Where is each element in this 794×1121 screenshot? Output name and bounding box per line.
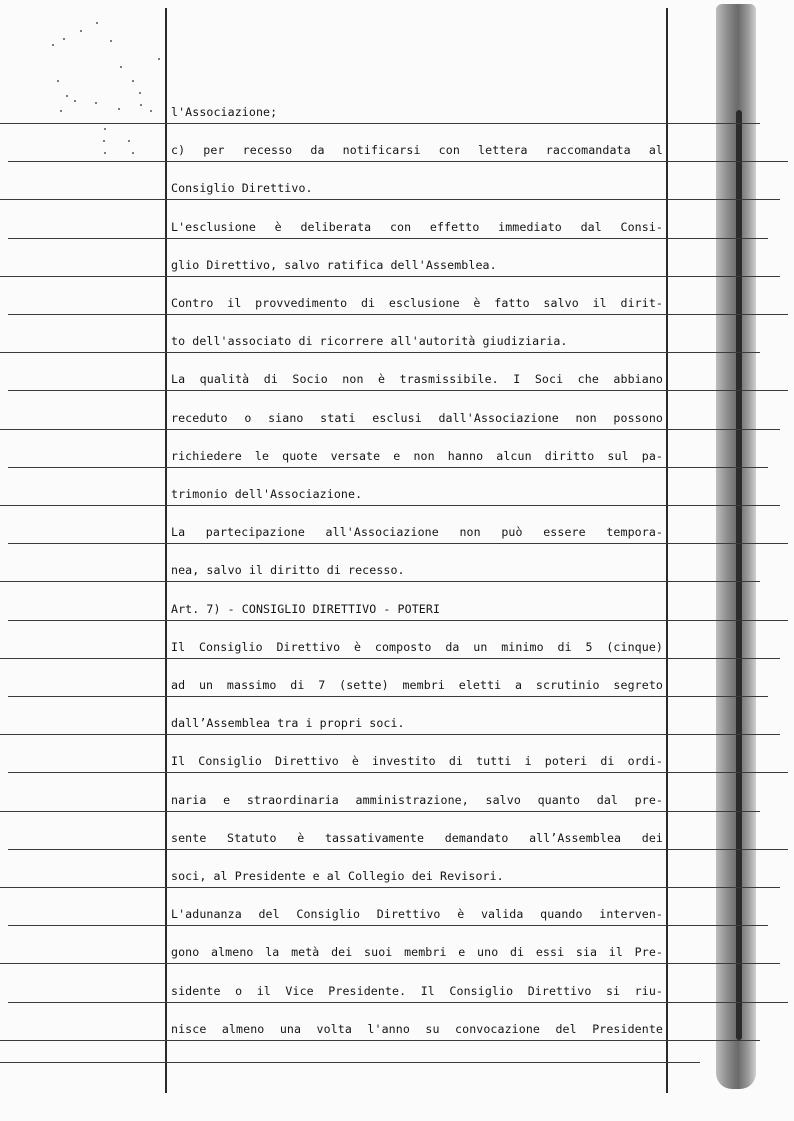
text-line: dall’Assemblea tra i propri soci. (171, 716, 405, 731)
scan-speck (104, 152, 106, 154)
scan-speck (132, 152, 134, 154)
ruled-line (0, 658, 780, 659)
ruled-line (0, 734, 780, 735)
ruled-line (8, 620, 788, 621)
text-line: l'Associazione; (171, 105, 278, 119)
text-line: naria e straordinaria amministrazione, salvo quanto dal pre- (171, 792, 663, 807)
ruled-line (0, 505, 780, 506)
ruled-line (8, 238, 768, 239)
scan-speck (96, 22, 98, 24)
ruled-line (0, 352, 760, 353)
scan-speck (74, 100, 76, 102)
binding-spine (736, 110, 742, 1040)
text-line: receduto o siano stati esclusi dall'Associazione non possono (171, 410, 663, 425)
ruled-line (8, 1002, 788, 1003)
scan-speck (132, 80, 134, 82)
text-line: nisce almeno una volta l'anno su convocazione del Presidente (171, 1021, 663, 1036)
ruled-line (8, 314, 788, 315)
ruled-line (0, 429, 780, 430)
text-line: gono almeno la metà dei suoi membri e uno di essi sia il Pre- (171, 945, 663, 960)
scan-speck (128, 140, 130, 142)
scan-speck (63, 38, 65, 40)
text-line: La partecipazione all'Associazione non può essere tempora- (171, 525, 663, 540)
scan-speck (120, 66, 122, 68)
scan-speck (150, 110, 152, 112)
text-line: soci, al Presidente e al Collegio dei Revisori. (171, 869, 504, 883)
ruled-line (0, 811, 760, 812)
text-line: nea, salvo il diritto di recesso. (171, 563, 405, 578)
ruled-line (0, 887, 780, 888)
scan-speck (95, 102, 97, 104)
scan-speck (80, 30, 82, 32)
ruled-line (0, 1062, 700, 1063)
text-line: La qualità di Socio non è trasmissibile. I Soci che abbiano (171, 372, 663, 387)
scan-speck (57, 80, 59, 82)
text-line: sente Statuto è tassativamente demandato all’Assemblea dei (171, 830, 663, 845)
text-line: L'esclusione è deliberata con effetto immediato dal Consi- (171, 219, 663, 234)
scan-speck (140, 104, 142, 106)
text-line: Art. 7) - CONSIGLIO DIRETTIVO - POTERI (171, 601, 441, 616)
text-line: ad un massimo di 7 (sette) membri eletti a scrutinio segreto (171, 678, 663, 692)
text-line: Contro il provvedimento di esclusione è fatto salvo il dirit- (171, 296, 663, 310)
ruled-line (0, 1040, 760, 1041)
text-line: trimonio dell'Associazione. (171, 487, 363, 501)
ruled-line (0, 963, 780, 964)
scan-speck (103, 140, 105, 142)
scan-speck (118, 108, 120, 110)
scan-speck (104, 128, 106, 130)
ruled-line (0, 581, 760, 582)
ruled-line (8, 696, 768, 697)
scan-speck (60, 110, 62, 112)
ruled-line (0, 123, 760, 124)
ruled-line (0, 276, 780, 277)
ruled-line (8, 467, 768, 468)
text-line: L'adunanza del Consiglio Direttivo è valida quando interven- (171, 907, 663, 922)
text-line: Il Consiglio Direttivo è composto da un minimo di 5 (cinque) (171, 639, 663, 654)
ruled-line (8, 161, 788, 162)
text-line: richiedere le quote versate e non hanno alcun diritto sul pa- (171, 448, 663, 463)
ruled-line (8, 849, 788, 850)
text-line: c) per recesso da notificarsi con lettera raccomandata al (171, 143, 663, 158)
ruled-line (8, 925, 768, 926)
ruled-line (0, 199, 780, 200)
scan-speck (52, 44, 54, 46)
right-margin-rule (666, 8, 668, 1093)
text-line: sidente o il Vice Presidente. Il Consiglio Direttivo si riu- (171, 983, 663, 998)
ruled-line (8, 390, 788, 391)
text-line: Consiglio Direttivo. (171, 181, 313, 196)
ruled-line (8, 772, 788, 773)
left-margin-rule (165, 8, 167, 1093)
scan-speck (66, 95, 68, 97)
ruled-line (8, 543, 788, 544)
text-line: glio Direttivo, salvo ratifica dell'Assemblea. (171, 257, 497, 272)
text-line: to dell'associato di ricorrere all'autorità giudiziaria. (171, 334, 568, 349)
scan-speck (158, 58, 160, 60)
text-line: Il Consiglio Direttivo è investito di tutti i poteri di ordi- (171, 754, 663, 769)
scan-speck (139, 92, 141, 94)
scan-speck (110, 40, 112, 42)
